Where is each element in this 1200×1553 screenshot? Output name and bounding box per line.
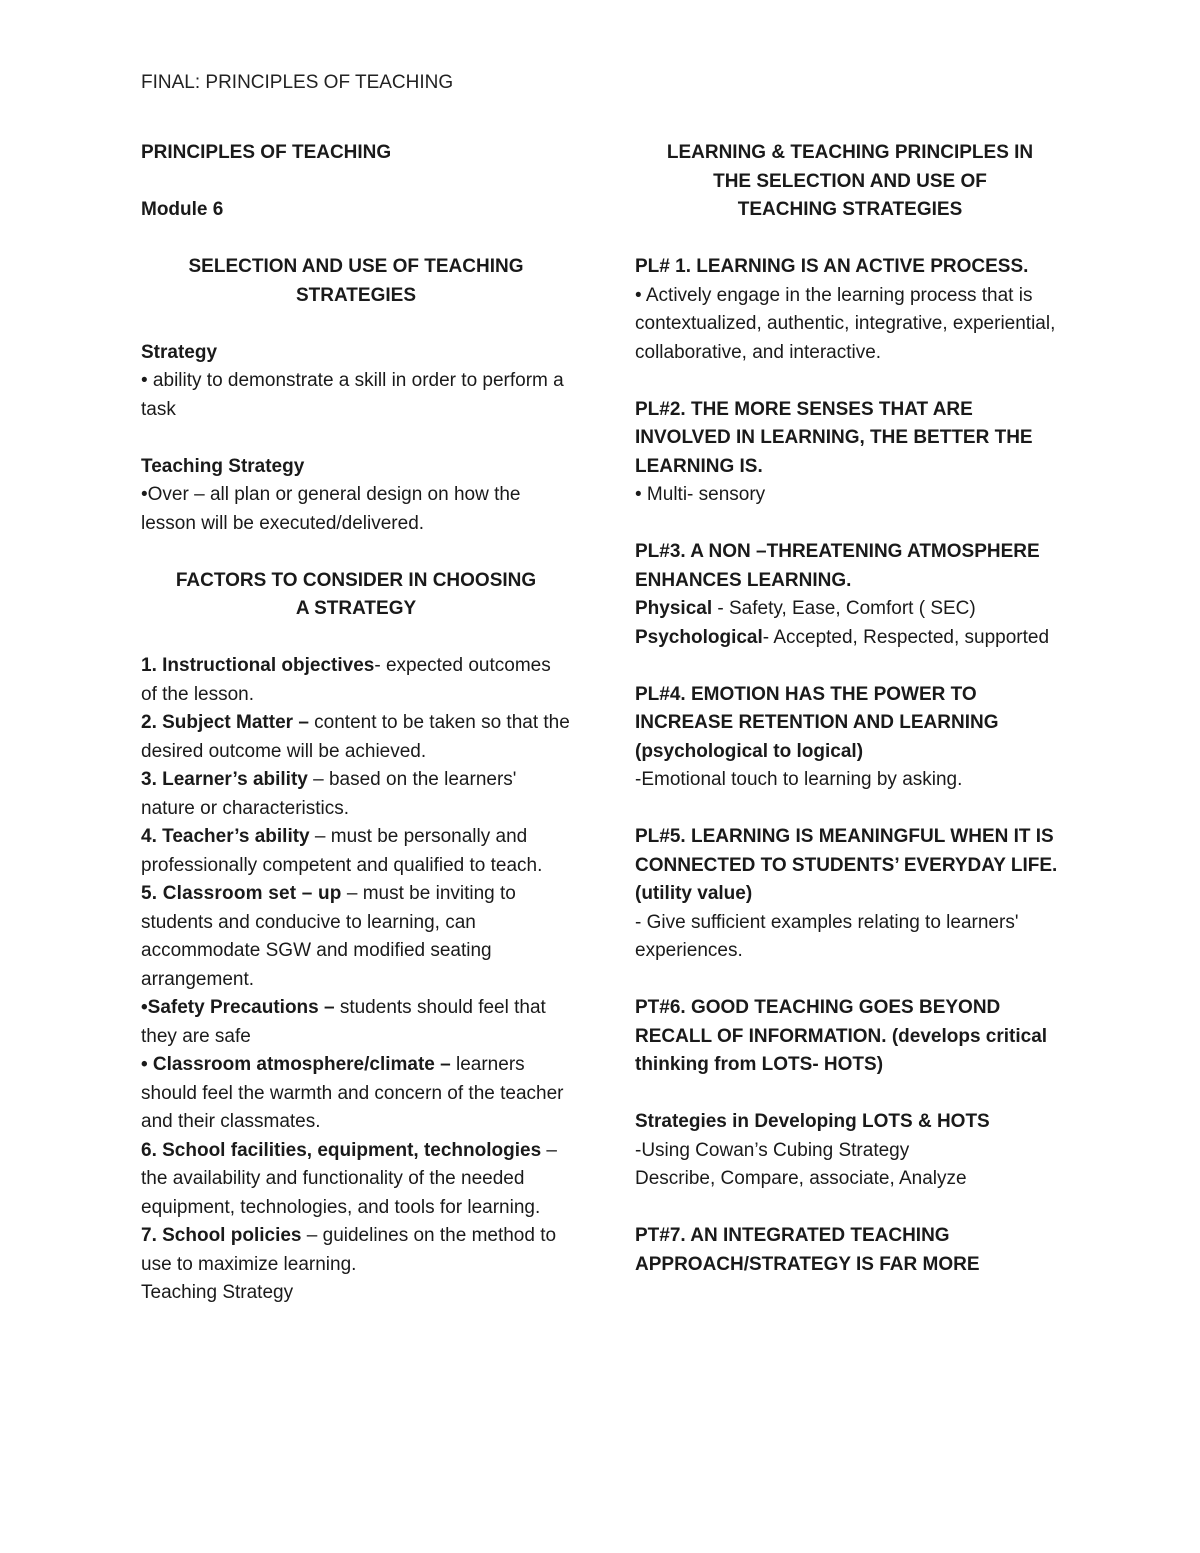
- pl2-text: • Multi- sensory: [635, 484, 766, 505]
- principles-title-line-1: LEARNING & TEACHING PRINCIPLES IN: [666, 142, 1034, 163]
- factor-item: [141, 652, 571, 709]
- factor-item: [141, 880, 571, 994]
- factor-text: – based on the learners' nature or characteristics.: [141, 769, 517, 819]
- module-label: Module 6: [141, 199, 224, 220]
- pl4-heading: PL#4. EMOTION HAS THE POWER TO INCREASE RETENTION AND LEARNING (psychological to logical): [635, 683, 999, 762]
- pl1-text: • Actively engage in the learning process that is contextualized, authentic, integrative, experiential, collaborative, and interactive.: [635, 284, 1056, 363]
- pl3-heading: PL#3. A NON –THREATENING ATMOSPHERE ENHANCES LEARNING.: [635, 541, 1040, 591]
- factors-title-line-2: A STRATEGY: [295, 598, 417, 619]
- document-title: PRINCIPLES OF TEACHING: [141, 142, 392, 163]
- pl1-heading: PL# 1. LEARNING IS AN ACTIVE PROCESS.: [635, 256, 1029, 277]
- teaching-strategy-definition: •Over – all plan or general design on how the lesson will be executed/delivered.: [141, 484, 521, 534]
- strategy-definition: • ability to demonstrate a skill in order to perform a task: [141, 370, 564, 420]
- pl3-physical-label: Physical: [635, 598, 713, 619]
- teaching-strategy-heading: Teaching Strategy: [141, 455, 305, 477]
- factor-label: 7. School policies: [141, 1225, 302, 1246]
- page-header: FINAL: PRINCIPLES OF TEACHING: [141, 72, 454, 93]
- trailing-text: Teaching Strategy: [141, 1282, 294, 1303]
- strategies-line-2: Describe, Compare, associate, Analyze: [635, 1168, 967, 1189]
- pt7-heading: PT#7. AN INTEGRATED TEACHING APPROACH/STRATEGY IS FAR MORE: [635, 1225, 980, 1275]
- factor-text: learners should feel the warmth and concern of the teacher and their classmates.: [141, 1054, 564, 1132]
- pl4-text: -Emotional touch to learning by asking.: [635, 769, 963, 790]
- factor-text: - expected outcomes of the lesson.: [141, 655, 551, 705]
- pl2-heading: PL#2. THE MORE SENSES THAT ARE INVOLVED IN LEARNING, THE BETTER THE LEARNING IS.: [635, 398, 1033, 477]
- strategies-line-1: -Using Cowan’s Cubing Strategy: [635, 1139, 910, 1161]
- factor-label: 4. Teacher’s ability: [141, 826, 310, 847]
- factor-text: – must be inviting to students and conducive to learning, can accommodate SGW and modified seating arrangement.: [141, 883, 516, 990]
- factor-label: 3. Learner’s ability: [141, 769, 308, 790]
- pl5-heading: PL#5. LEARNING IS MEANINGFUL WHEN IT IS CONNECTED TO STUDENTS’ EVERYDAY LIFE. (utility value): [635, 826, 1058, 904]
- right-column: [635, 139, 1065, 1279]
- factor-label: •Safety Precautions –: [141, 997, 335, 1018]
- factor-item: [141, 1222, 571, 1279]
- pl3-physical-text: - Safety, Ease, Comfort ( SEC): [712, 598, 976, 619]
- factor-label: 6. School facilities, equipment, technologies: [141, 1139, 542, 1161]
- factor-text: content to be taken so that the desired outcome will be achieved.: [141, 712, 570, 762]
- factor-item: [141, 994, 571, 1051]
- factor-text: – the availability and functionality of the needed equipment, technologies, and tools for learning.: [141, 1139, 557, 1218]
- principles-title-line-2: THE SELECTION AND USE OF: [713, 170, 987, 192]
- principles-title-line-3: TEACHING STRATEGIES: [737, 199, 963, 220]
- factor-item: [141, 823, 571, 880]
- section-title-line-2: STRATEGIES: [296, 284, 416, 306]
- pt6-heading: PT#6. GOOD TEACHING GOES BEYOND RECALL OF INFORMATION. (develops critical thinking from LOTS- HOTS): [635, 997, 1048, 1075]
- factor-item: [141, 1051, 571, 1137]
- factor-label: • Classroom atmosphere/climate –: [141, 1054, 451, 1075]
- pl3-psychological-label: Psychological: [635, 626, 763, 648]
- pl5-text: - Give sufficient examples relating to learners' experiences.: [635, 911, 1019, 961]
- factor-text: – must be personally and professionally competent and qualified to teach.: [141, 826, 543, 876]
- strategies-heading: Strategies in Developing LOTS & HOTS: [635, 1111, 990, 1132]
- pl3-psychological-text: - Accepted, Respected, supported: [762, 626, 1050, 648]
- section-title-line-1: SELECTION AND USE OF TEACHING: [188, 256, 524, 277]
- factor-label: 1. Instructional objectives: [141, 655, 375, 676]
- factor-text: – guidelines on the method to use to maximize learning.: [141, 1225, 557, 1275]
- factor-text: students should feel that they are safe: [141, 997, 546, 1047]
- left-column: [141, 139, 571, 1308]
- factor-item: [141, 1137, 571, 1223]
- factor-label: 5. Classroom set – up: [141, 883, 342, 904]
- factor-label: 2. Subject Matter –: [141, 712, 309, 733]
- strategy-heading: Strategy: [141, 341, 218, 363]
- factors-title-line-1: FACTORS TO CONSIDER IN CHOOSING: [175, 569, 537, 591]
- factor-item: [141, 766, 571, 823]
- factor-item: [141, 709, 571, 766]
- pl3-psychological: [635, 624, 1065, 653]
- pl3-physical: [635, 595, 1065, 624]
